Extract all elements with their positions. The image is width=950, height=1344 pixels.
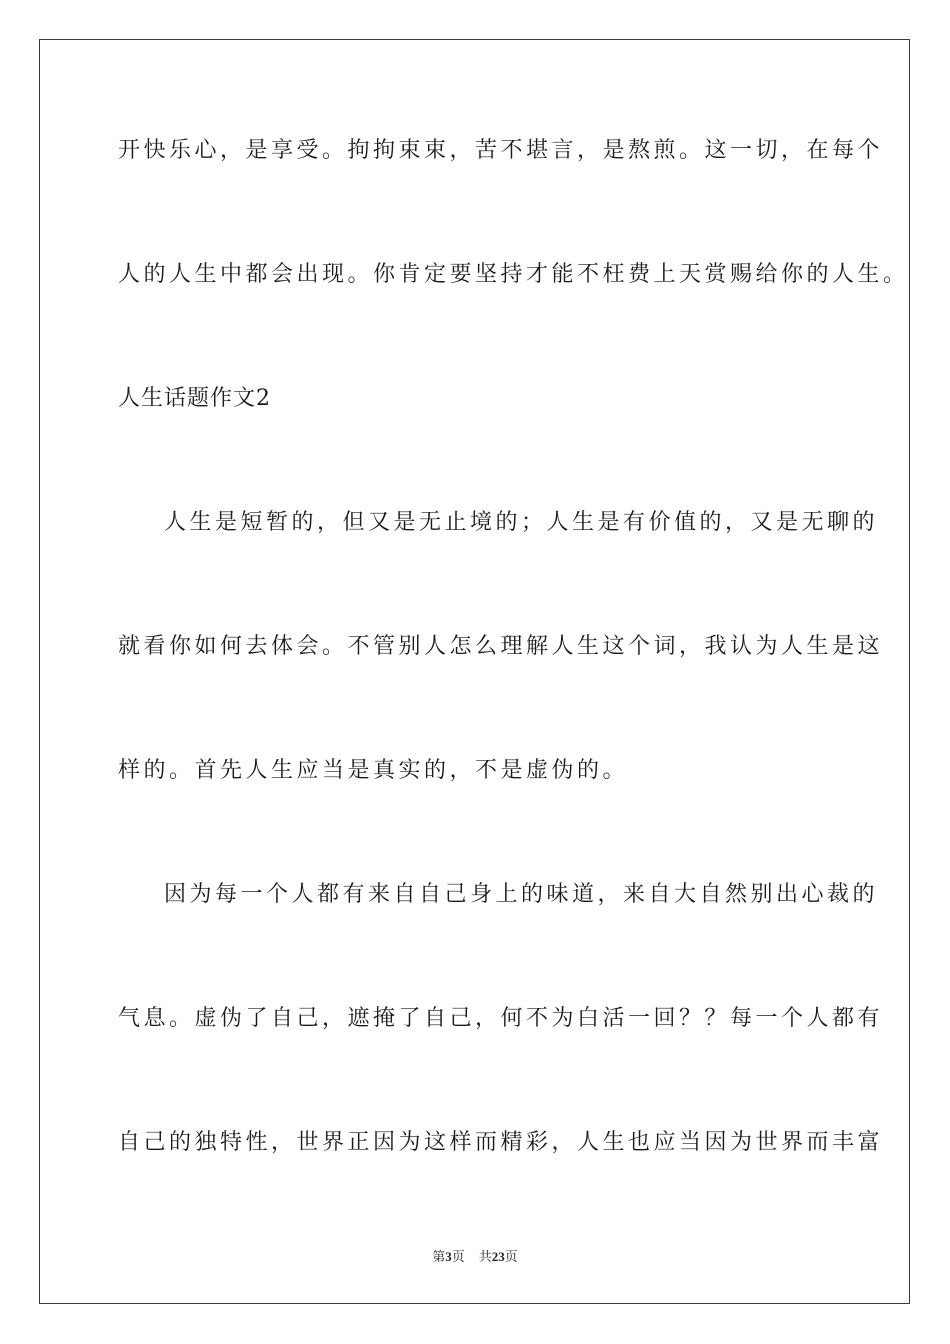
paragraph-2-line-1: 因为每一个人都有来自自己身上的味道，来自大自然别出心裁的 <box>164 882 879 907</box>
total-pages: 23 <box>491 1249 505 1264</box>
total-suffix: 页 <box>504 1250 518 1265</box>
text-line-1: 开快乐心，是享受。拘拘束束，苦不堪言，是熬煎。这一切，在每个 <box>118 138 884 163</box>
paragraph-1-line-2: 就看你如何去体会。不管别人怎么理解人生这个词，我认为人生是这 <box>118 634 884 659</box>
page-prefix: 第 <box>432 1250 446 1265</box>
section-heading: 人生话题作文2 <box>118 386 271 411</box>
page-number: 3 <box>445 1249 452 1264</box>
paragraph-2-line-2: 气息。虚伪了自己，遮掩了自己，何不为白活一回？？每一个人都有 <box>118 1006 884 1031</box>
page-footer <box>0 1248 950 1267</box>
paragraph-1-line-3: 样的。首先人生应当是真实的，不是虚伪的。 <box>118 758 629 783</box>
page-suffix: 页 <box>451 1250 465 1265</box>
paragraph-1-line-1: 人生是短暂的，但又是无止境的；人生是有价值的，又是无聊的 <box>164 510 879 535</box>
total-prefix: 共 <box>478 1250 492 1265</box>
text-line-2: 人的人生中都会出现。你肯定要坚持才能不枉费上天赏赐给你的人生。 <box>118 262 909 287</box>
page-border <box>39 39 910 1304</box>
paragraph-2-line-3: 自己的独特性，世界正因为这样而精彩，人生也应当因为世界而丰富 <box>118 1130 884 1155</box>
